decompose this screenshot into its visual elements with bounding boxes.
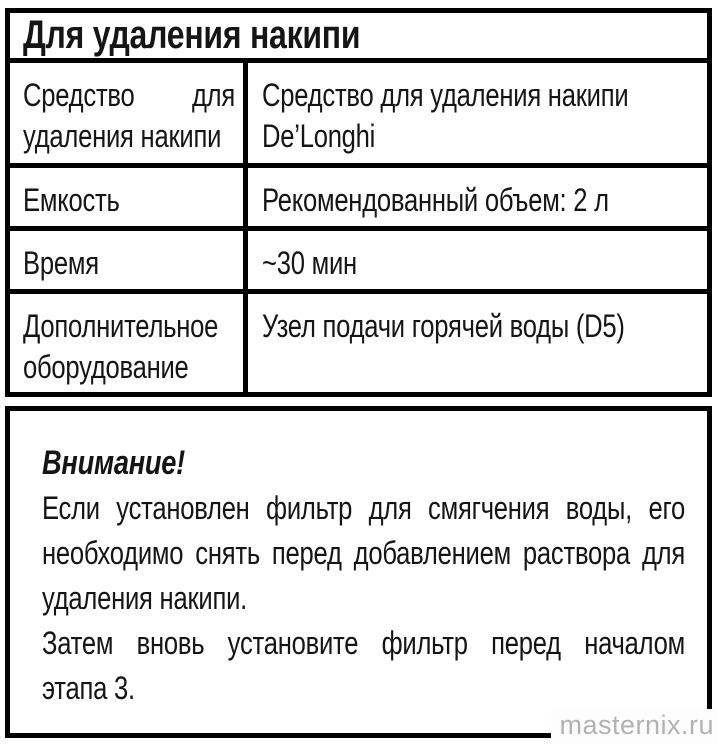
row-value-line: Узел подачи горячей воды (D5)	[262, 308, 625, 344]
row-label-line: Время	[23, 245, 99, 281]
row-label	[10, 294, 248, 392]
row-value-line: Средство для удаления накипи	[262, 77, 629, 113]
table-row	[10, 58, 707, 163]
row-label-line: Средство для	[23, 77, 235, 113]
warning-text-line: удаления накипи.	[42, 580, 248, 616]
table-row	[10, 289, 707, 392]
table-header-row	[10, 13, 707, 58]
table-row	[10, 163, 707, 226]
warning-title: Внимание!	[42, 444, 186, 482]
row-label	[10, 63, 248, 163]
table-row	[10, 226, 707, 289]
row-label-line: Емкость	[23, 182, 120, 218]
warning-box	[5, 406, 712, 738]
row-label-line: оборудование	[23, 349, 189, 385]
row-value	[248, 231, 707, 289]
row-value-line: ~30 мин	[262, 245, 357, 281]
row-value-line: Рекомендованный объем: 2 л	[262, 182, 609, 218]
row-value	[248, 294, 717, 392]
table-title: Для удаления накипи	[23, 13, 361, 57]
row-label-line: Дополнительное	[23, 308, 219, 344]
row-label	[10, 168, 248, 226]
row-value	[248, 63, 717, 163]
site-watermark: masternix.ru	[551, 709, 717, 743]
descaling-table	[5, 8, 712, 397]
warning-text-line: Затем вновь установите фильтр перед началом	[42, 625, 685, 661]
row-label-line: удаления накипи	[23, 118, 222, 154]
row-value	[248, 168, 707, 226]
row-label	[10, 231, 248, 289]
row-value-line: De’Longhi	[262, 118, 376, 154]
warning-text-line: Если установлен фильтр для смягчения воды, его	[42, 490, 685, 526]
warning-text-line: этапа 3.	[42, 670, 135, 706]
warning-text-line: необходимо снять перед добавлением раствора для	[42, 535, 685, 571]
